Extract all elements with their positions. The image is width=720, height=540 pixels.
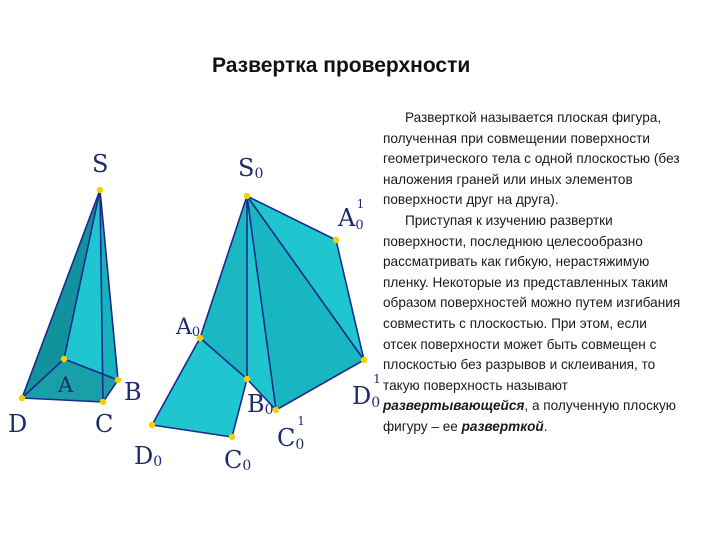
vertex-d01 bbox=[361, 357, 367, 363]
paragraph-explanation-start: Приступая к изучению развертки поверхности, последнюю целесообразно рассматривать как гибкую, нерастяжимую пленку. Некоторые из представленных таким образом поверхностей можно путем изгибания совместить с плоскостью. При этом, если отсек поверхности может быть совмещен с плоскостью без разрывов и склеивания, то такую поверхность называют bbox=[383, 212, 681, 393]
label-s: S bbox=[92, 150, 109, 178]
label-c: C bbox=[95, 410, 114, 438]
paragraph-definition: Разверткой называется плоская фигура, полученная при совмещении поверхности геометрического тела с одной плоскостью (без наложения граней или иных элементов поверхности друг на друга). bbox=[383, 110, 680, 208]
label-d: D bbox=[8, 410, 28, 438]
vertex-a bbox=[61, 356, 67, 362]
term-developable: развертывающейся bbox=[383, 398, 525, 414]
paragraph-explanation-end: . bbox=[543, 418, 548, 434]
paragraph-explanation bbox=[383, 211, 683, 438]
label-b0: B0 bbox=[247, 390, 274, 418]
paragraph-explanation-mid: , а полученную плоскую фигуру – ее bbox=[383, 398, 676, 434]
vertex-b bbox=[115, 377, 121, 383]
vertex-d0 bbox=[149, 422, 155, 428]
development-net bbox=[134, 154, 381, 474]
label-d0: D0 bbox=[134, 442, 163, 470]
label-b: B bbox=[124, 378, 142, 406]
label-a01: A01 bbox=[338, 197, 365, 233]
pyramid bbox=[8, 150, 142, 438]
definition-text bbox=[383, 108, 683, 438]
vertex-a01 bbox=[333, 237, 339, 243]
term-development: разверткой bbox=[461, 418, 544, 434]
label-c01: C01 bbox=[277, 414, 305, 453]
vertex-s bbox=[97, 187, 103, 193]
vertex-b0 bbox=[244, 376, 250, 382]
label-a0: A0 bbox=[176, 315, 201, 340]
label-c0: C0 bbox=[224, 446, 252, 474]
label-s0: S0 bbox=[238, 154, 264, 182]
vertex-c0 bbox=[229, 434, 235, 440]
vertex-d bbox=[19, 395, 25, 401]
label-a: A bbox=[58, 373, 74, 397]
pyramid-development-figure bbox=[0, 140, 380, 480]
vertex-c01 bbox=[273, 407, 279, 413]
vertex-c bbox=[100, 399, 106, 405]
label-d01: D01 bbox=[352, 372, 381, 411]
vertex-s0 bbox=[244, 193, 250, 199]
slide-title: Развертка проверхности bbox=[212, 54, 471, 77]
